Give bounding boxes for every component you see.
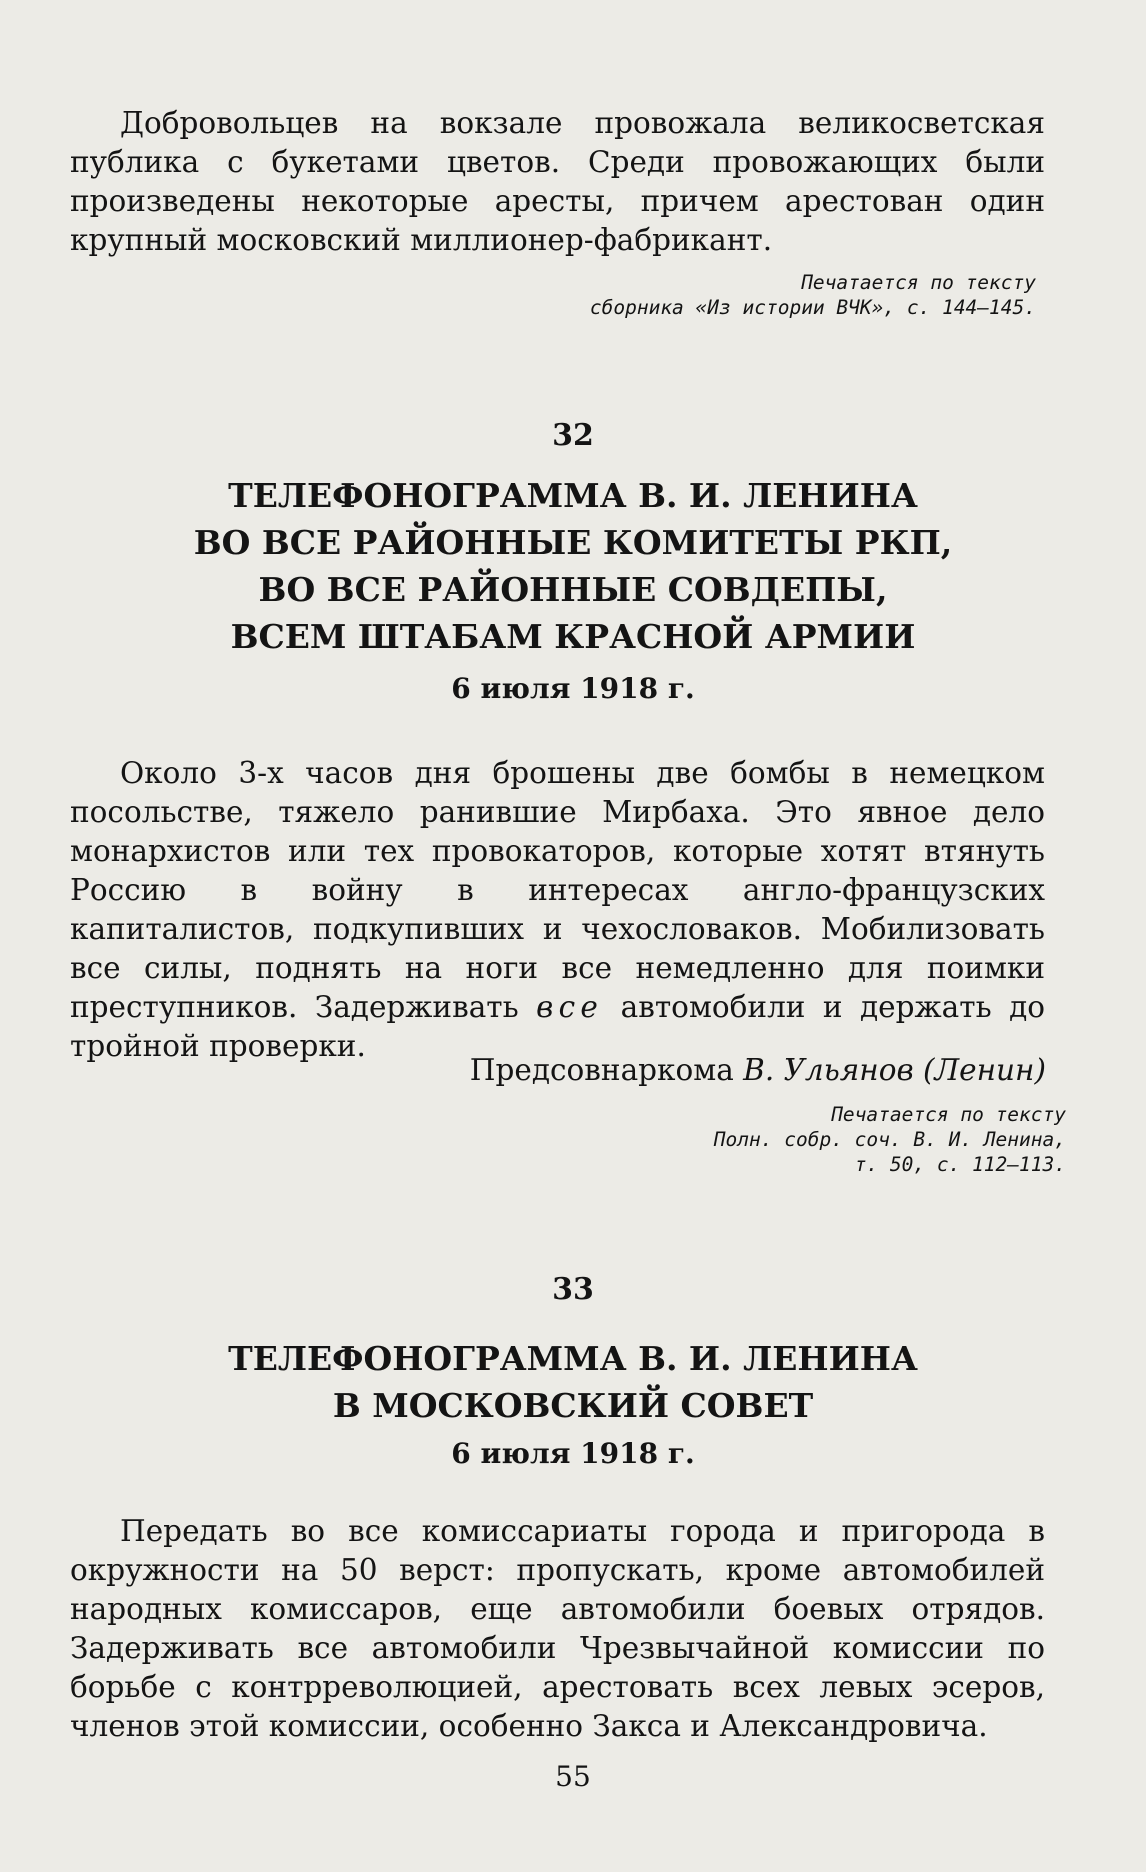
intro-source-note bbox=[336, 270, 1036, 320]
doc-33-body-text: Передать во все комиссариаты города и пригорода в окружности на 50 верст: пропускать, кроме автомобилей народных комиссаров, еще автомобили боевых отрядов. Задерживать все автомобили Чрезвычайной комиссии по борьбе с контрреволюцией, арестовать всех левых эсеров, членов этой комиссии, особенно Закса и Александровича. bbox=[70, 1514, 1045, 1743]
doc-32-title-line: ВО ВСЕ РАЙОННЫЕ СОВДЕПЫ, bbox=[258, 570, 888, 609]
doc-32-body bbox=[70, 754, 1045, 1066]
doc-33-title bbox=[0, 1335, 1146, 1429]
doc-32-source-line: Печатается по тексту bbox=[831, 1103, 1066, 1126]
intro-source-line-1: Печатается по тексту bbox=[801, 271, 1036, 294]
intro-paragraph bbox=[70, 104, 1045, 260]
doc-32-title bbox=[0, 472, 1146, 660]
doc-32-source-note bbox=[366, 1102, 1066, 1177]
doc-33-title-line: ТЕЛЕФОНОГРАММА В. И. ЛЕНИНА bbox=[228, 1339, 918, 1378]
doc-32-number: 32 bbox=[552, 418, 594, 453]
doc-32-body-part: автомобили и держать до тройной проверки. bbox=[70, 990, 1046, 1063]
doc-33-number: 33 bbox=[552, 1272, 594, 1307]
doc-33-body bbox=[70, 1512, 1045, 1746]
doc-32-title-line: ТЕЛЕФОНОГРАММА В. И. ЛЕНИНА bbox=[228, 476, 918, 515]
doc-33-title-line: В МОСКОВСКИЙ СОВЕТ bbox=[332, 1386, 814, 1425]
doc-33-date: 6 июля 1918 г. bbox=[451, 1437, 695, 1470]
doc-32-body-emphasis: все bbox=[536, 990, 604, 1024]
doc-32-signature bbox=[470, 1051, 1046, 1090]
doc-32-source-line: Полн. собр. соч. В. И. Ленина, bbox=[713, 1128, 1066, 1151]
intro-source-line-2: сборника «Из истории ВЧК», с. 144—145. bbox=[589, 296, 1036, 319]
doc-32-body-part: Около 3-х часов дня брошены две бомбы в немецком посольстве, тяжело ранившие Мирбаха. Это явное дело монархистов или тех провокаторов, которые хотят втянуть Россию в войну в интересах англо-французских капиталистов, подкупивших и чехословаков. Мобилизовать все силы, поднять на ноги все немедленно для поимки преступников. Задерживать bbox=[70, 756, 1045, 1024]
page-number: 55 bbox=[555, 1760, 591, 1793]
doc-32-body-text bbox=[70, 754, 1045, 1066]
doc-32-source-line: т. 50, с. 112—113. bbox=[854, 1153, 1066, 1176]
doc-32-title-line: ВО ВСЕ РАЙОННЫЕ КОМИТЕТЫ РКП, bbox=[193, 523, 953, 562]
intro-text: Добровольцев на вокзале провожала великосветская публика с букетами цветов. Среди провожающих были произведены некоторые аресты, причем арестован один крупный московский миллионер-фабрикант. bbox=[70, 106, 1045, 257]
doc-32-title-line: ВСЕМ ШТАБАМ КРАСНОЙ АРМИИ bbox=[230, 617, 916, 656]
signature-label: Предсовнаркома bbox=[469, 1053, 744, 1087]
signature-name: В. Ульянов (Ленин) bbox=[743, 1053, 1046, 1087]
doc-32-date: 6 июля 1918 г. bbox=[451, 672, 695, 705]
